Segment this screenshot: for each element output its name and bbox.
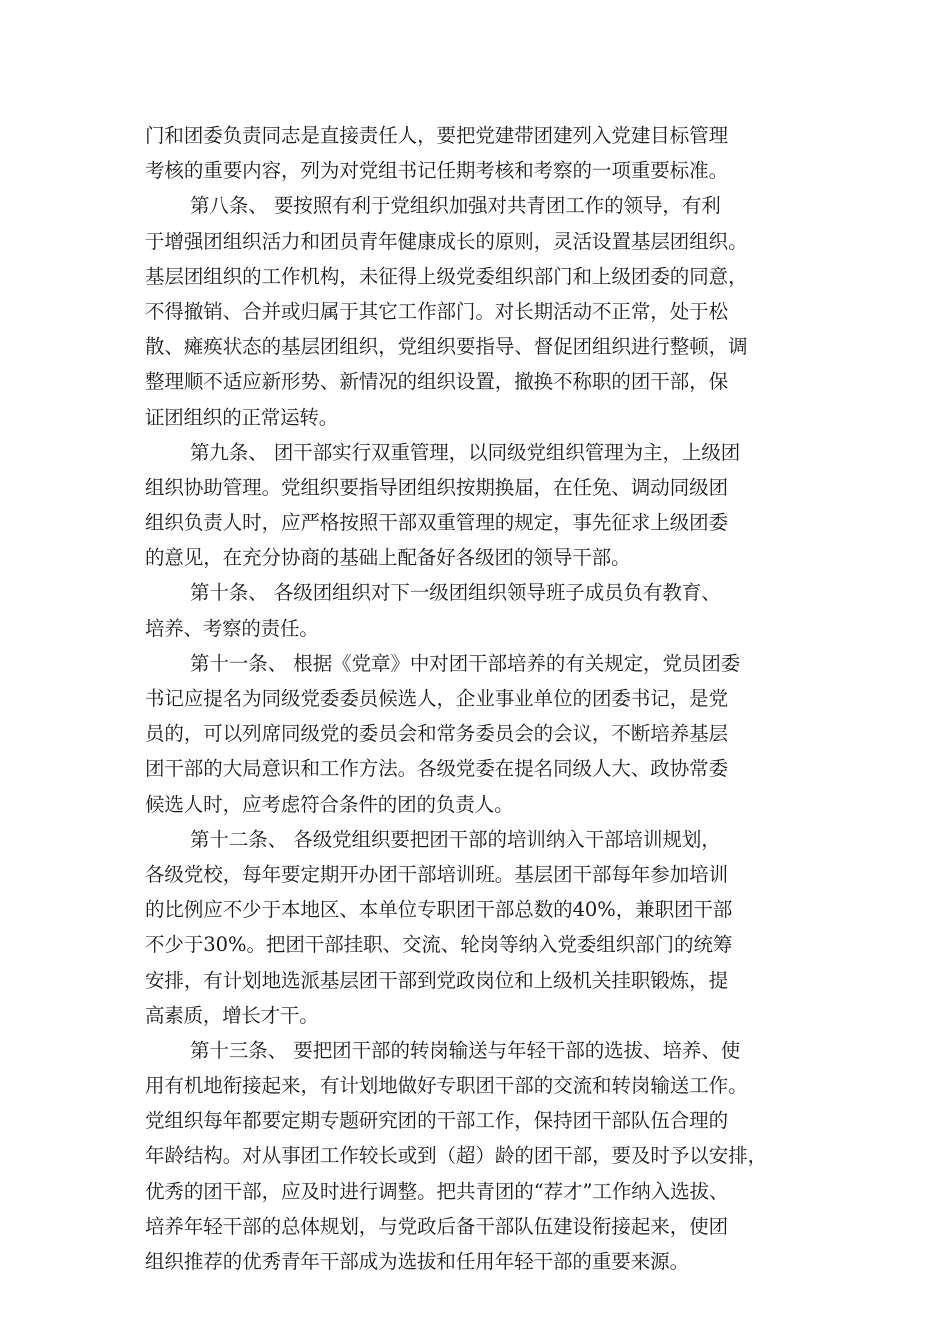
text-line: 团干部的大局意识和工作方法。各级党委在提名同级人大、政协常委 — [145, 757, 729, 781]
text-line: 安排，有计划地选派基层团干部到党政岗位和上级机关挂职锻炼，提 — [145, 968, 729, 992]
text-line: 优秀的团干部，应及时进行调整。把共青团的“荐才”工作纳入选拔、 — [145, 1179, 729, 1203]
text-line: 培养年轻干部的总体规划，与党政后备干部队伍建设衔接起来，使团 — [145, 1214, 729, 1238]
text-line: 考核的重要内容，列为对党组书记任期考核和考察的一项重要标准。 — [145, 159, 729, 183]
text-line: 第九条、 团干部实行双重管理，以同级党组织管理为主，上级团 — [190, 440, 741, 464]
text-line: 高素质，增长才干。 — [145, 1003, 319, 1027]
text-line: 的意见，在充分协商的基础上配备好各级团的领导干部。 — [145, 546, 631, 570]
text-line: 散、瘫痪状态的基层团组织，党组织要指导、督促团组织进行整顿，调 — [145, 335, 748, 359]
text-line: 证团组织的正常运转。 — [145, 405, 339, 429]
text-line: 的比例应不少于本地区、本单位专职团干部总数的40%，兼职团干部 — [145, 898, 733, 922]
text-line: 第十三条、 要把团干部的转岗输送与年轻干部的选拔、培养、使 — [190, 1038, 741, 1062]
document-body — [145, 118, 815, 1279]
text-line: 整理顺不适应新形势、新情况的组织设置，撤换不称职的团干部，保 — [145, 370, 729, 394]
text-line: 第十二条、 各级党组织要把团干部的培训纳入干部培训规划， — [190, 827, 721, 851]
text-line: 培养、考察的责任。 — [145, 616, 319, 640]
text-line: 党组织每年都要定期专题研究团的干部工作，保持团干部队伍合理的 — [145, 1109, 729, 1133]
text-line: 书记应提名为同级党委委员候选人，企业事业单位的团委书记，是党 — [145, 687, 729, 710]
text-line: 候选人时，应考虑符合条件的团的负责人。 — [145, 792, 514, 816]
text-line: 基层团组织的工作机构，未征得上级党委组织部门和上级团委的同意， — [145, 264, 748, 288]
text-line: 年龄结构。对从事团工作较长或到（超）龄的团干部，要及时予以安排， — [145, 1144, 768, 1168]
text-line: 组织协助管理。党组织要指导团组织按期换届，在任免、调动同级团 — [145, 475, 729, 499]
text-line: 第十一条、 根据《党章》中对团干部培养的有关规定，党员团委 — [190, 651, 741, 675]
text-line: 不少于30%。把团干部挂职、交流、轮岗等纳入党委组织部门的统筹 — [145, 933, 733, 957]
text-line: 用有机地衔接起来，有计划地做好专职团干部的交流和转岗输送工作。 — [145, 1074, 748, 1098]
text-line: 门和团委负责同志是直接责任人，要把党建带团建列入党建目标管理 — [145, 124, 729, 147]
text-line: 各级党校，每年要定期开办团干部培训班。基层团干部每年参加培训 — [145, 862, 729, 886]
text-line: 第八条、 要按照有利于党组织加强对共青团工作的领导，有利 — [190, 194, 721, 218]
text-line: 员的，可以列席同级党的委员会和常务委员会的会议，不断培养基层 — [145, 722, 729, 746]
text-line: 不得撤销、合并或归属于其它工作部门。对长期活动不正常，处于松 — [145, 299, 729, 323]
text-line: 组织推荐的优秀青年干部成为选拔和任用年轻干部的重要来源。 — [145, 1250, 690, 1273]
text-line: 第十条、 各级团组织对下一级团组织领导班子成员负有教育、 — [190, 581, 721, 605]
text-line: 于增强团组织活力和团员青年健康成长的原则，灵活设置基层团组织。 — [145, 229, 748, 253]
text-line: 组织负责人时，应严格按照干部双重管理的规定，事先征求上级团委 — [145, 511, 729, 535]
